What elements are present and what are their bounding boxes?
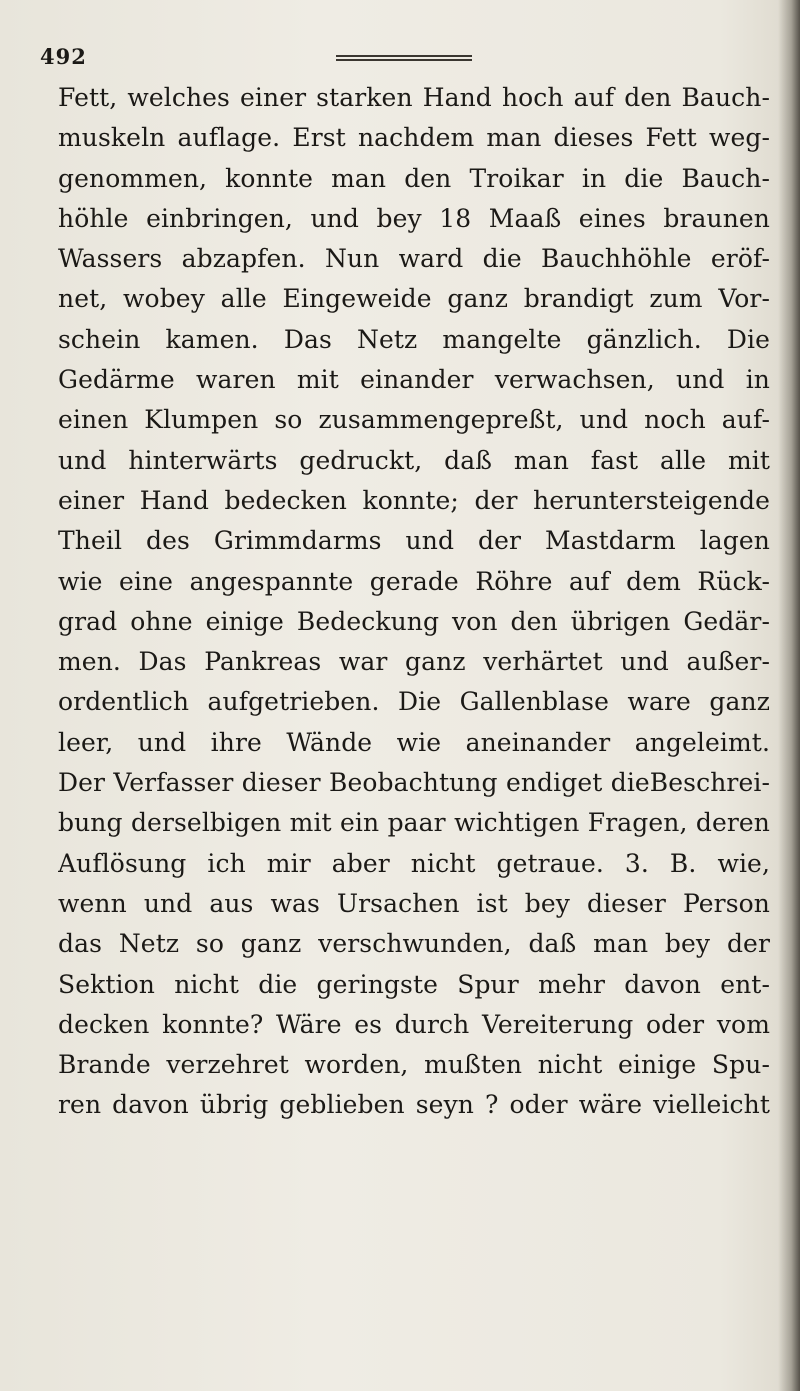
text-line-24: decken konnte? Wäre es durch Vereiterung oder vom	[58, 1009, 770, 1039]
text-line-19: bung derselbigen mit ein paar wichtigen Fragen, deren	[58, 808, 770, 838]
page-header	[40, 44, 760, 74]
text-line-9: einen Klumpen so zusammengepreßt, und noch auf-	[58, 405, 770, 435]
text-line-3: genommen, konnte man den Troikar in die Bauch-	[58, 163, 770, 193]
text-line-13: wie eine angespannte gerade Röhre auf dem Rück-	[58, 566, 770, 596]
page-number: 492	[40, 44, 87, 69]
header-rule	[336, 55, 472, 61]
text-line-15: men. Das Pankreas war ganz verhärtet und außer-	[58, 647, 770, 677]
text-line-25: Brande verzehret worden, mußten nicht einige Spu-	[58, 1050, 770, 1080]
text-line-2: muskeln auflage. Erst nachdem man dieses Fett weg-	[58, 123, 770, 153]
text-line-4: höhle einbringen, und bey 18 Maaß eines braunen	[58, 203, 770, 233]
text-line-5: Wassers abzapfen. Nun ward die Bauchhöhle eröf-	[58, 244, 770, 274]
text-line-20: Auflösung ich mir aber nicht getraue. 3. B. wie,	[58, 848, 770, 878]
text-line-11: einer Hand bedecken konnte; der heruntersteigende	[58, 485, 770, 515]
text-line-10: und hinterwärts gedruckt, daß man fast alle mit	[58, 445, 770, 475]
text-line-8: Gedärme waren mit einander verwachsen, und in	[58, 365, 770, 395]
text-line-16: ordentlich aufgetrieben. Die Gallenblase ware ganz	[58, 687, 770, 717]
text-line-23: Sektion nicht die geringste Spur mehr davon ent-	[58, 969, 770, 999]
text-line-12: Theil des Grimmdarms und der Mastdarm lagen	[58, 526, 770, 556]
page-edge-shadow	[778, 0, 800, 1391]
text-line-7: schein kamen. Das Netz mangelte gänzlich. Die	[58, 324, 770, 354]
text-line-21: wenn und aus was Ursachen ist bey dieser Person	[58, 888, 770, 918]
text-line-26: ren davon übrig geblieben seyn ? oder wäre vielleicht	[58, 1090, 770, 1120]
text-line-14: grad ohne einige Bedeckung von den übrigen Gedär-	[58, 606, 770, 636]
text-line-17: leer, und ihre Wände wie aneinander angeleimt.	[58, 727, 770, 757]
text-line-1: Fett, welches einer starken Hand hoch auf den Bauch-	[58, 83, 770, 112]
text-line-18: Der Verfasser dieser Beobachtung endiget dieBeschrei-	[58, 768, 770, 798]
text-line-22: das Netz so ganz verschwunden, daß man bey der	[58, 929, 770, 959]
text-line-6: net, wobey alle Eingeweide ganz brandigt zum Vor-	[58, 284, 770, 314]
body-text	[58, 78, 770, 1126]
